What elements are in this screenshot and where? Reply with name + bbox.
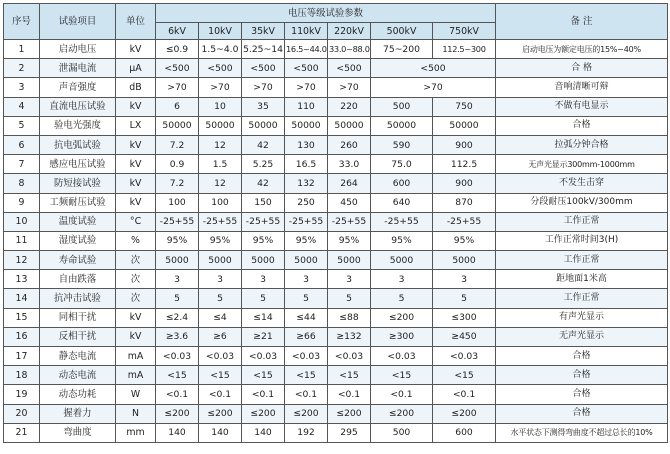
row-value-110kv: ≥66	[285, 327, 328, 346]
row-remark: 不做有电显示	[496, 97, 668, 116]
header-row-top	[4, 4, 668, 23]
row-value-35kv: 140	[242, 423, 285, 442]
row-value-500kv: -25+55	[371, 212, 433, 231]
row-value-750kv: ≤200	[433, 404, 496, 423]
header-voltage-group: 电压等级试验参数	[156, 4, 496, 23]
row-value-110kv: <500	[285, 59, 328, 78]
row-value-6kv: ≤0.9	[156, 40, 199, 59]
row-value-500kv: ≥300	[371, 327, 433, 346]
row-value-220kv: 95%	[328, 231, 371, 250]
row-remark: 工作正常时间3(H)	[496, 231, 668, 250]
row-value-35kv: 42	[242, 135, 285, 154]
row-number: 17	[4, 347, 40, 366]
row-value-220kv: <0.03	[328, 347, 371, 366]
row-value-220kv: 260	[328, 135, 371, 154]
row-value-35kv: 5.25	[242, 155, 285, 174]
row-value-10kv: -25+55	[199, 212, 242, 231]
row-value-750kv: -25+55	[433, 212, 496, 231]
header-item: 试验项目	[40, 4, 116, 40]
row-test-item: 抗冲击试验	[40, 289, 116, 308]
header-unit: 单位	[116, 4, 156, 40]
row-remark: 音响清晰可辩	[496, 78, 668, 97]
row-value-500kv: 600	[371, 174, 433, 193]
row-value-110kv: <0.1	[285, 385, 328, 404]
row-value-35kv: 3	[242, 270, 285, 289]
row-test-item: 直流电压试验	[40, 97, 116, 116]
row-unit: %	[116, 231, 156, 250]
row-value-110kv: <15	[285, 366, 328, 385]
row-value-220kv: 33.0~88.0	[328, 40, 371, 59]
header-voltage-35kv: 35kV	[242, 23, 285, 40]
row-value-6kv: 5	[156, 289, 199, 308]
row-value-10kv: <0.03	[199, 347, 242, 366]
row-value-500kv: 5000	[371, 251, 433, 270]
row-number: 10	[4, 212, 40, 231]
row-number: 8	[4, 174, 40, 193]
row-test-item: 泄漏电流	[40, 59, 116, 78]
row-value-35kv: <0.03	[242, 347, 285, 366]
row-number: 14	[4, 289, 40, 308]
row-test-item: 抗电弧试验	[40, 135, 116, 154]
table-row	[4, 97, 668, 116]
table-row	[4, 193, 668, 212]
row-value-500kv: 50000	[371, 116, 433, 135]
header-voltage-750kv: 750kV	[433, 23, 496, 40]
test-parameter-table	[3, 3, 668, 443]
row-value-110kv: 250	[285, 193, 328, 212]
table-row	[4, 212, 668, 231]
row-value-110kv: 110	[285, 97, 328, 116]
table-row	[4, 385, 668, 404]
row-value-500kv: ≤200	[371, 404, 433, 423]
row-value-500kv: 5	[371, 289, 433, 308]
row-test-item: 同相干扰	[40, 308, 116, 327]
row-value-35kv: 150	[242, 193, 285, 212]
row-unit: W	[116, 385, 156, 404]
row-unit: dB	[116, 78, 156, 97]
table-row	[4, 327, 668, 346]
row-value-110kv: 130	[285, 135, 328, 154]
row-test-item: 反相干扰	[40, 327, 116, 346]
row-unit: kV	[116, 97, 156, 116]
row-value-220kv: 220	[328, 97, 371, 116]
row-value-220kv: 33.0	[328, 155, 371, 174]
row-remark: 有声光显示	[496, 308, 668, 327]
row-value-6kv: 100	[156, 193, 199, 212]
row-number: 2	[4, 59, 40, 78]
table-body	[4, 40, 668, 443]
row-value-750kv: 50000	[433, 116, 496, 135]
row-unit: mA	[116, 366, 156, 385]
row-unit: kV	[116, 40, 156, 59]
row-value-6kv: 0.9	[156, 155, 199, 174]
row-unit: kV	[116, 327, 156, 346]
table-row	[4, 251, 668, 270]
header-voltage-500kv: 500kV	[371, 23, 433, 40]
row-value-750kv: 750	[433, 97, 496, 116]
row-value-500-750kv: >70	[371, 78, 496, 97]
row-value-220kv: <15	[328, 366, 371, 385]
row-test-item: 动态电流	[40, 366, 116, 385]
row-value-500kv: 640	[371, 193, 433, 212]
row-value-110kv: 16.5	[285, 155, 328, 174]
row-value-220kv: 295	[328, 423, 371, 442]
row-value-10kv: ≤200	[199, 404, 242, 423]
table-row	[4, 270, 668, 289]
row-value-35kv: ≤14	[242, 308, 285, 327]
row-value-110kv: ≤200	[285, 404, 328, 423]
row-value-750kv: 95%	[433, 231, 496, 250]
row-value-500kv: 75.0	[371, 155, 433, 174]
row-number: 4	[4, 97, 40, 116]
row-number: 21	[4, 423, 40, 442]
row-value-35kv: 5	[242, 289, 285, 308]
row-remark: 合格	[496, 116, 668, 135]
row-value-110kv: -25+55	[285, 212, 328, 231]
row-value-10kv: 10	[199, 97, 242, 116]
row-test-item: 自由跌落	[40, 270, 116, 289]
header-voltage-110kv: 110kV	[285, 23, 328, 40]
row-value-10kv: 1.5	[199, 155, 242, 174]
row-value-6kv: <0.03	[156, 347, 199, 366]
row-value-500-750kv: <500	[371, 59, 496, 78]
row-remark: 合格	[496, 404, 668, 423]
row-value-750kv: 900	[433, 135, 496, 154]
row-value-6kv: ≥3.6	[156, 327, 199, 346]
row-number: 11	[4, 231, 40, 250]
row-value-750kv: 112.5	[433, 155, 496, 174]
row-number: 15	[4, 308, 40, 327]
row-value-10kv: 5	[199, 289, 242, 308]
row-remark: 无声光显示300mm-1000mm	[496, 155, 668, 174]
row-value-35kv: <500	[242, 59, 285, 78]
row-value-110kv: 5000	[285, 251, 328, 270]
row-number: 6	[4, 135, 40, 154]
row-value-35kv: ≤200	[242, 404, 285, 423]
row-value-6kv: <15	[156, 366, 199, 385]
row-value-10kv: <500	[199, 59, 242, 78]
row-value-220kv: 5	[328, 289, 371, 308]
row-remark: 无声光显示	[496, 327, 668, 346]
row-value-110kv: 192	[285, 423, 328, 442]
row-value-750kv: <0.1	[433, 385, 496, 404]
row-value-10kv: ≤4	[199, 308, 242, 327]
row-unit: 次	[116, 251, 156, 270]
row-test-item: 湿度试验	[40, 231, 116, 250]
header-voltage-220kv: 220kV	[328, 23, 371, 40]
row-remark: 合格	[496, 385, 668, 404]
row-value-750kv: <15	[433, 366, 496, 385]
row-value-6kv: 5000	[156, 251, 199, 270]
row-value-110kv: >70	[285, 78, 328, 97]
row-value-10kv: <15	[199, 366, 242, 385]
row-value-6kv: >70	[156, 78, 199, 97]
row-value-35kv: <15	[242, 366, 285, 385]
row-value-35kv: ≥21	[242, 327, 285, 346]
row-remark: 拉弧分钟合格	[496, 135, 668, 154]
row-test-item: 握着力	[40, 404, 116, 423]
row-value-750kv: ≤300	[433, 308, 496, 327]
row-value-10kv: 1.5~4.0	[199, 40, 242, 59]
row-value-110kv: <0.03	[285, 347, 328, 366]
row-test-item: 验电光强度	[40, 116, 116, 135]
row-value-6kv: ≤2.4	[156, 308, 199, 327]
row-value-110kv: 50000	[285, 116, 328, 135]
row-value-10kv: 12	[199, 174, 242, 193]
row-value-750kv: 3	[433, 270, 496, 289]
row-test-item: 感应电压试验	[40, 155, 116, 174]
row-value-10kv: 100	[199, 193, 242, 212]
row-value-500kv: <0.1	[371, 385, 433, 404]
row-number: 13	[4, 270, 40, 289]
row-value-220kv: >70	[328, 78, 371, 97]
table-row	[4, 347, 668, 366]
row-value-35kv: 35	[242, 97, 285, 116]
row-value-750kv: 5000	[433, 251, 496, 270]
row-value-110kv: 5	[285, 289, 328, 308]
row-test-item: 启动电压	[40, 40, 116, 59]
row-value-110kv: 132	[285, 174, 328, 193]
table-row	[4, 174, 668, 193]
row-value-35kv: 5000	[242, 251, 285, 270]
row-remark: 合 格	[496, 59, 668, 78]
row-value-6kv: 7.2	[156, 174, 199, 193]
row-unit: kV	[116, 174, 156, 193]
row-unit: LX	[116, 116, 156, 135]
table-row	[4, 116, 668, 135]
row-value-220kv: 5000	[328, 251, 371, 270]
row-remark: 工作正常	[496, 212, 668, 231]
row-value-6kv: ≤200	[156, 404, 199, 423]
row-value-500kv: 500	[371, 423, 433, 442]
row-test-item: 弯曲度	[40, 423, 116, 442]
row-number: 7	[4, 155, 40, 174]
row-remark: 不发生击穿	[496, 174, 668, 193]
row-value-6kv: 6	[156, 97, 199, 116]
row-value-6kv: 50000	[156, 116, 199, 135]
row-unit: N	[116, 404, 156, 423]
row-remark: 合格	[496, 347, 668, 366]
row-unit: 次	[116, 289, 156, 308]
table-row	[4, 404, 668, 423]
row-value-110kv: ≤44	[285, 308, 328, 327]
row-value-35kv: -25+55	[242, 212, 285, 231]
table-row	[4, 231, 668, 250]
row-value-750kv: <0.03	[433, 347, 496, 366]
row-value-500kv: 95%	[371, 231, 433, 250]
row-value-110kv: 16.5~44.0	[285, 40, 328, 59]
row-value-220kv: 264	[328, 174, 371, 193]
row-value-35kv: 50000	[242, 116, 285, 135]
row-value-500kv: <15	[371, 366, 433, 385]
row-unit: kV	[116, 308, 156, 327]
row-value-750kv: ≥450	[433, 327, 496, 346]
header-voltage-6kv: 6kV	[156, 23, 199, 40]
row-remark: 距地面1米高	[496, 270, 668, 289]
table-row	[4, 289, 668, 308]
table-row	[4, 135, 668, 154]
row-value-6kv: <500	[156, 59, 199, 78]
row-test-item: 寿命试验	[40, 251, 116, 270]
row-remark: 工作正常	[496, 289, 668, 308]
row-value-220kv: 450	[328, 193, 371, 212]
row-value-220kv: <500	[328, 59, 371, 78]
row-value-6kv: 95%	[156, 231, 199, 250]
row-value-6kv: 3	[156, 270, 199, 289]
row-number: 5	[4, 116, 40, 135]
row-value-35kv: 95%	[242, 231, 285, 250]
row-value-6kv: <0.1	[156, 385, 199, 404]
row-value-220kv: ≤88	[328, 308, 371, 327]
row-number: 19	[4, 385, 40, 404]
row-value-750kv: 112.5~300	[433, 40, 496, 59]
row-remark: 启动电压为额定电压的15%~40%	[496, 40, 668, 59]
row-unit: °C	[116, 212, 156, 231]
row-unit: 次	[116, 270, 156, 289]
row-value-500kv: 3	[371, 270, 433, 289]
row-value-10kv: ≥6	[199, 327, 242, 346]
row-value-500kv: 75~200	[371, 40, 433, 59]
row-value-35kv: 42	[242, 174, 285, 193]
header-remark: 备 注	[496, 4, 668, 40]
row-value-220kv: <0.1	[328, 385, 371, 404]
row-value-10kv: <0.1	[199, 385, 242, 404]
row-value-750kv: 870	[433, 193, 496, 212]
spec-table-container	[3, 3, 667, 443]
row-value-500kv: <0.03	[371, 347, 433, 366]
row-number: 20	[4, 404, 40, 423]
table-row	[4, 308, 668, 327]
row-value-10kv: 140	[199, 423, 242, 442]
row-value-110kv: 95%	[285, 231, 328, 250]
table-row	[4, 366, 668, 385]
table-row	[4, 78, 668, 97]
row-number: 9	[4, 193, 40, 212]
header-seq: 序号	[4, 4, 40, 40]
row-remark: 分段耐压100kV/300mm	[496, 193, 668, 212]
header-voltage-10kv: 10kV	[199, 23, 242, 40]
row-value-750kv: 5	[433, 289, 496, 308]
row-test-item: 工频耐压试验	[40, 193, 116, 212]
row-value-35kv: >70	[242, 78, 285, 97]
row-number: 3	[4, 78, 40, 97]
row-number: 1	[4, 40, 40, 59]
row-unit: kV	[116, 135, 156, 154]
row-value-220kv: -25+55	[328, 212, 371, 231]
row-number: 16	[4, 327, 40, 346]
row-value-10kv: >70	[199, 78, 242, 97]
row-unit: μA	[116, 59, 156, 78]
row-number: 18	[4, 366, 40, 385]
row-value-750kv: 600	[433, 423, 496, 442]
row-test-item: 静态电流	[40, 347, 116, 366]
row-unit: kV	[116, 155, 156, 174]
row-value-500kv: ≤200	[371, 308, 433, 327]
row-value-10kv: 5000	[199, 251, 242, 270]
row-unit: kV	[116, 193, 156, 212]
table-row	[4, 59, 668, 78]
row-remark: 工作正常	[496, 251, 668, 270]
row-test-item: 温度试验	[40, 212, 116, 231]
row-value-110kv: 3	[285, 270, 328, 289]
row-value-6kv: 140	[156, 423, 199, 442]
row-value-6kv: 7.2	[156, 135, 199, 154]
row-value-750kv: 900	[433, 174, 496, 193]
row-value-500kv: 590	[371, 135, 433, 154]
row-value-35kv: 5.25~14	[242, 40, 285, 59]
row-unit: mm	[116, 423, 156, 442]
row-value-6kv: -25+55	[156, 212, 199, 231]
row-remark: 水平状态下测得弯曲度不超过总长的10%	[496, 423, 668, 442]
row-value-10kv: 50000	[199, 116, 242, 135]
row-test-item: 防短接试验	[40, 174, 116, 193]
row-value-10kv: 3	[199, 270, 242, 289]
row-remark: 合格	[496, 366, 668, 385]
table-row	[4, 155, 668, 174]
row-value-35kv: <0.1	[242, 385, 285, 404]
table-row	[4, 40, 668, 59]
row-number: 12	[4, 251, 40, 270]
row-unit: mA	[116, 347, 156, 366]
row-test-item: 声音强度	[40, 78, 116, 97]
table-row	[4, 423, 668, 442]
row-value-10kv: 95%	[199, 231, 242, 250]
row-test-item: 动态功耗	[40, 385, 116, 404]
row-value-220kv: 50000	[328, 116, 371, 135]
row-value-220kv: 3	[328, 270, 371, 289]
row-value-500kv: 500	[371, 97, 433, 116]
row-value-10kv: 12	[199, 135, 242, 154]
row-value-220kv: ≤200	[328, 404, 371, 423]
row-value-220kv: ≥132	[328, 327, 371, 346]
